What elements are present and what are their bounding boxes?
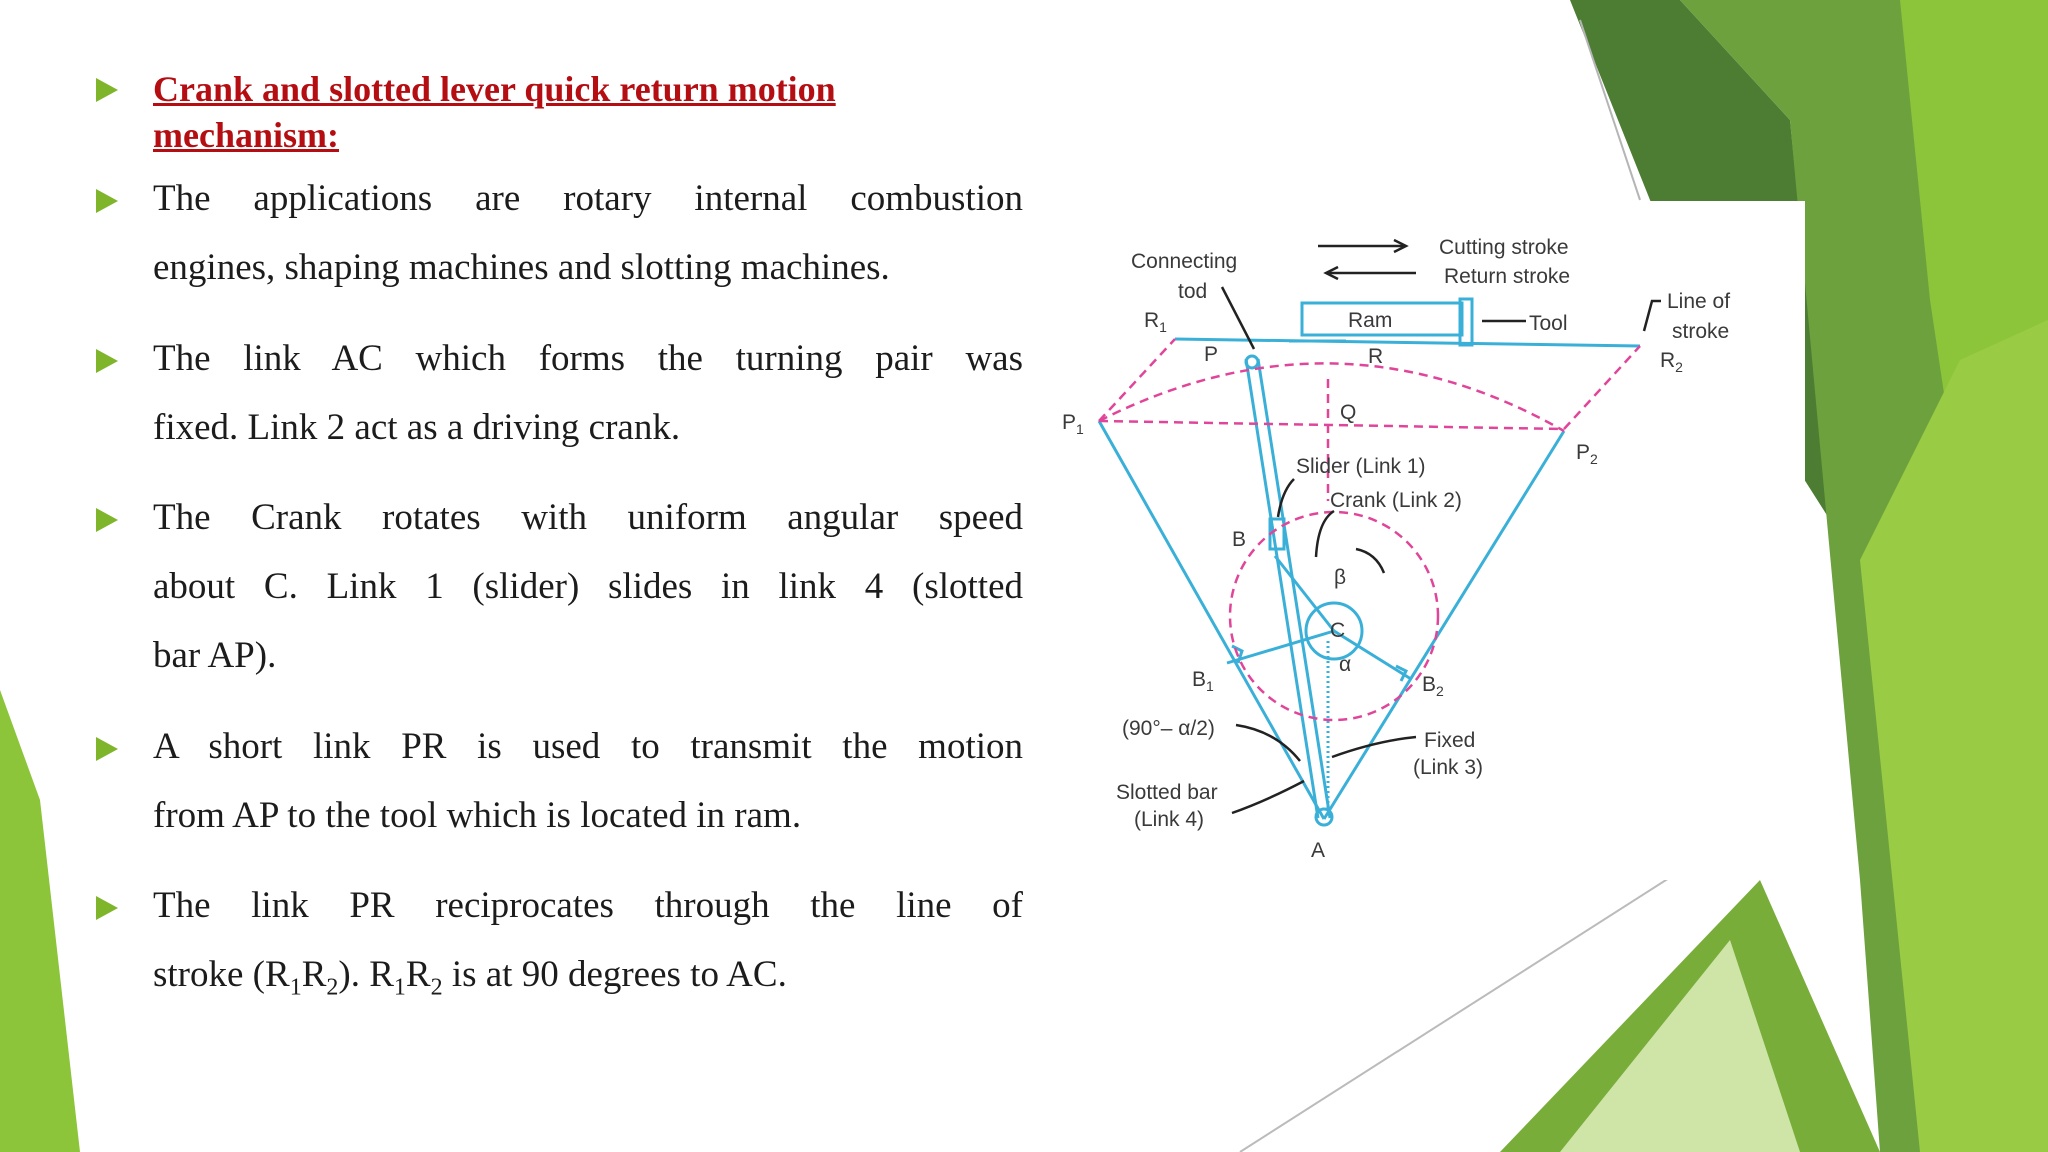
arc-p1-p2 xyxy=(1099,363,1564,431)
text-part: stroke (R xyxy=(153,954,290,995)
label-r: R xyxy=(1368,345,1384,368)
subscript: 2 xyxy=(430,974,443,1001)
bullet-line: The Crank rotates with uniform angular speed xyxy=(153,497,1023,538)
slotted-bar-edge-1 xyxy=(1246,359,1318,818)
label-angle-expression: (90°– α/2) xyxy=(1122,717,1215,740)
bullet-line: The link AC which forms the turning pair was xyxy=(153,338,1023,379)
label-cutting-stroke: Cutting stroke xyxy=(1439,236,1569,259)
bullet-line-stroke xyxy=(153,940,1023,1009)
bullet-marker-icon xyxy=(96,78,118,102)
label-p2: $P_2$ xyxy=(1576,441,1598,467)
label-b1: $B_1$ xyxy=(1192,668,1214,694)
label-a: A xyxy=(1311,839,1326,862)
line-p1-r1 xyxy=(1099,339,1175,421)
label-p: P xyxy=(1204,343,1219,366)
label-crank: Crank (Link 2) xyxy=(1330,489,1462,512)
slide-heading xyxy=(153,66,913,158)
label-connecting-rod-2: tod xyxy=(1178,280,1208,303)
text-part: R xyxy=(301,954,327,995)
diagram-labels xyxy=(1062,236,1730,862)
bullet-line: The applications are rotary internal combustion xyxy=(153,178,1023,219)
bullet-text xyxy=(153,483,1023,690)
bullet-text xyxy=(153,324,1023,462)
bullet-line: about C. Link 1 (slider) slides in link 4 (slotted xyxy=(153,566,1023,607)
label-slider: Slider (Link 1) xyxy=(1296,455,1426,478)
crank-to-b1 xyxy=(1227,631,1334,663)
text-part: ). R xyxy=(338,954,394,995)
label-return-stroke: Return stroke xyxy=(1444,265,1571,288)
label-b: B xyxy=(1232,528,1247,551)
crank-rotation-arrow xyxy=(1356,549,1384,573)
bullet-marker-icon xyxy=(96,737,118,761)
bullet-text xyxy=(153,712,1023,850)
heading-line-1: Crank and slotted lever quick return motion xyxy=(153,69,836,109)
slotted-bar-edge-2 xyxy=(1258,359,1330,818)
label-line-of-stroke-2: stroke xyxy=(1672,320,1730,343)
label-slotted-bar-2: (Link 4) xyxy=(1134,808,1205,831)
crank-circle xyxy=(1230,512,1438,720)
label-tool: Tool xyxy=(1529,312,1568,335)
crank-leader xyxy=(1316,511,1334,557)
label-q: Q xyxy=(1340,401,1357,424)
label-r2: $R_2$ xyxy=(1660,349,1683,375)
label-ram: Ram xyxy=(1348,309,1393,332)
mechanism-diagram-card xyxy=(1056,201,1805,880)
label-alpha: α xyxy=(1339,653,1352,676)
line-p2-r2 xyxy=(1564,346,1640,429)
slotted-bar-left-position xyxy=(1099,421,1324,819)
text-part: is at 90 degrees to AC. xyxy=(442,954,787,995)
bullet-marker-icon xyxy=(96,349,118,373)
bullet-text xyxy=(153,164,1023,302)
bullet-line: A short link PR is used to transmit the motion xyxy=(153,726,1023,767)
line-of-stroke-leader xyxy=(1644,301,1661,331)
bullet-line: fixed. Link 2 act as a driving crank. xyxy=(153,407,681,448)
label-line-of-stroke: Line of xyxy=(1667,290,1731,313)
bullet-line: from AP to the tool which is located in ram. xyxy=(153,795,802,836)
bullet-marker-icon xyxy=(96,189,118,213)
label-connecting-rod: Connecting xyxy=(1131,250,1238,273)
label-fixed-2: (Link 3) xyxy=(1413,756,1484,779)
subscript: 2 xyxy=(326,974,339,1001)
label-b2: $B_2$ xyxy=(1422,673,1444,699)
dashed-construction-lines xyxy=(1099,339,1640,720)
bullet-line: engines, shaping machines and slotting machines. xyxy=(153,247,890,288)
angle-leader xyxy=(1236,725,1300,761)
annotation-arrows xyxy=(1222,240,1661,813)
bullet-line: bar AP). xyxy=(153,635,277,676)
bullet-line: The link PR reciprocates through the line of xyxy=(153,885,1023,926)
line-p1-p2 xyxy=(1099,421,1564,429)
bullet-marker-icon xyxy=(96,508,118,532)
heading-line-2: mechanism: xyxy=(153,115,339,155)
deco-left-green-panel xyxy=(0,690,80,1152)
label-fixed: Fixed xyxy=(1424,729,1476,752)
text-part: R xyxy=(405,954,431,995)
subscript: 1 xyxy=(393,974,406,1001)
line-of-stroke xyxy=(1175,339,1640,346)
label-beta: β xyxy=(1334,566,1347,589)
label-slotted-bar: Slotted bar xyxy=(1116,781,1218,804)
subscript: 1 xyxy=(289,974,302,1001)
label-p1: $P_1$ xyxy=(1062,411,1084,437)
label-r1: $R_1$ xyxy=(1144,309,1167,335)
slotted-bar-leader xyxy=(1232,781,1304,813)
quick-return-mechanism-diagram xyxy=(1056,201,1805,880)
bullet-text xyxy=(153,871,1023,1009)
bullet-marker-icon xyxy=(96,896,118,920)
label-c: C xyxy=(1330,619,1346,642)
